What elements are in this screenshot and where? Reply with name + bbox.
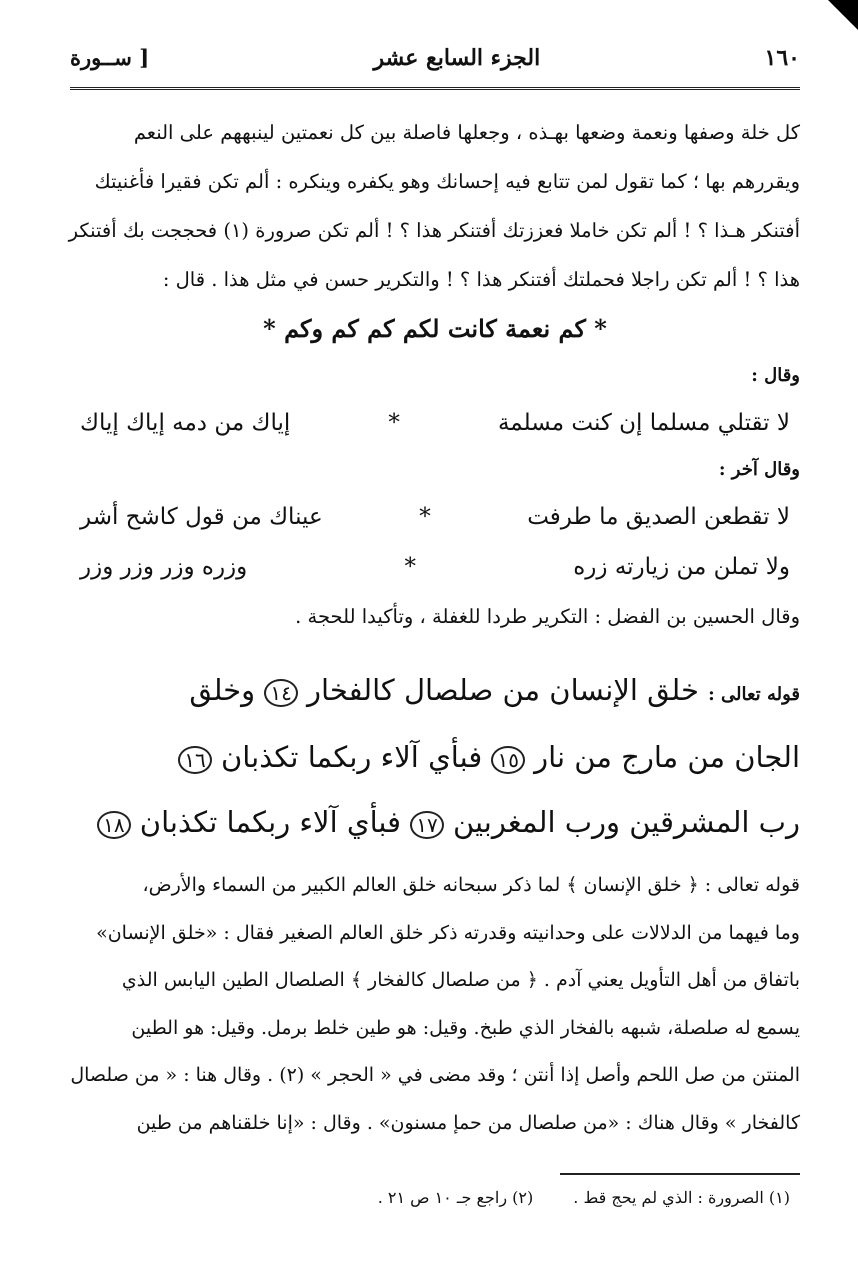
qawl-label: قوله تعالى : xyxy=(708,684,800,705)
page-number: ١٦٠ xyxy=(764,45,800,71)
poem-label: وقال آخر : xyxy=(718,459,800,480)
verse-text: وخلق xyxy=(189,673,256,707)
quran-line xyxy=(70,726,800,791)
tafsir-paragraph xyxy=(70,862,800,1147)
intro-line: أفتنكر هـذا ؟ ! ألم تكن خاملا فعززتك أفتنكر هذا ؟ ! ألم تكن صرورة (١) فحججت بك أفتنكر xyxy=(68,219,800,242)
verse-text: فبأي آلاء ربكما تكذبان xyxy=(220,740,483,774)
poem-verse xyxy=(70,492,800,542)
intro-line: كل خلة وصفها ونعمة وضعها بهـذه ، وجعلها فاصلة بين كل نعمتين لينبههم على النعم xyxy=(133,121,800,144)
verse-right: ولا تملن من زيارته زره xyxy=(573,554,790,580)
verse-right: لا تقتلي مسلما إن كنت مسلمة xyxy=(497,410,790,436)
verse-number: ١٦ xyxy=(178,746,211,774)
poem-label: وقال : xyxy=(751,365,800,386)
verse-number: ١٥ xyxy=(491,746,524,774)
poem-verse xyxy=(70,542,800,592)
husain-quote: وقال الحسين بن الفضل : التكرير طردا للغفلة ، وتأكيدا للحجة . xyxy=(295,605,800,628)
tafsir-line: باتفاق من أهل التأويل يعني آدم . ﴿ من صلصال كالفخار ﴾ الصلصال الطين اليابس الذي xyxy=(121,969,800,991)
header-rule xyxy=(70,87,800,90)
verse-text: الجان من مارج من نار xyxy=(534,740,800,774)
footnote-rule xyxy=(560,1173,800,1175)
footnote-1: (١) الصرورة : الذي لم يحج قط . xyxy=(573,1188,790,1207)
page-header xyxy=(70,45,800,87)
surah-label: [ ســورة xyxy=(70,45,150,70)
verse-text: خلق الإنسان من صلصال كالفخار xyxy=(307,673,699,707)
intro-paragraph xyxy=(70,108,800,304)
verse-separator: * xyxy=(419,504,431,530)
quran-line xyxy=(70,659,800,726)
tafsir-line: المنتن من صل اللحم وأصل إذا أنتن ؛ وقد مضى في « الحجر » (٢) . وقال هنا : « من صلصال xyxy=(70,1064,800,1086)
verse-text: رب المشرقين ورب المغربين xyxy=(452,805,800,839)
verse-number: ١٨ xyxy=(97,811,130,839)
footnote-2: (٢) راجع جـ ١٠ ص ٢١ . xyxy=(377,1188,534,1207)
part-title: الجزء السابع عشر xyxy=(373,45,541,71)
verse-left: وزره وزر وزر وزر xyxy=(80,554,248,580)
verse-separator: * xyxy=(388,410,400,436)
book-page xyxy=(70,45,800,1211)
quran-verses xyxy=(70,659,800,856)
intro-line: ويقررهم بها ؛ كما تقول لمن تتابع فيه إحسانك وهو يكفره وينكره : ألم تكن فقيرا فأغنيتك xyxy=(94,170,800,193)
verse-left: عيناك من قول كاشح أشر xyxy=(80,504,323,530)
tafsir-line: قوله تعالى : ﴿ خلق الإنسان ﴾ لما ذكر سبحانه خلق العالم الكبير من السماء والأرض، xyxy=(142,874,800,896)
tafsir-line: يسمع له صلصلة، شبهه بالفخار الذي طبخ. وقيل: هو طين خلط برمل. وقيل: هو الطين xyxy=(131,1016,800,1039)
tafsir-line: وما فيهما من الدلالات على وحدانيته وقدرته ذكر خلق العالم الصغير فقال : «خلق الإنسان» xyxy=(96,921,800,944)
poem-verse xyxy=(70,398,800,448)
verse-number: ١٧ xyxy=(410,811,443,839)
verse-left: إياك من دمه إياك إياك xyxy=(80,410,291,436)
verse-number: ١٤ xyxy=(264,679,297,707)
page-corner-mark xyxy=(828,0,858,30)
poem-hemistich: * كم نعمة كانت لكم كم كم وكم * xyxy=(263,314,607,343)
verse-separator: * xyxy=(404,554,417,580)
quran-line xyxy=(70,791,800,856)
verse-right: لا تقطعن الصديق ما طرفت xyxy=(527,504,790,530)
verse-text: فبأي آلاء ربكما تكذبان xyxy=(139,805,402,839)
tafsir-line: كالفخار » وقال هناك : «من صلصال من حمإ مسنون» . وقال : «إنا خلقناهم من طين xyxy=(136,1111,800,1134)
footnotes xyxy=(70,1185,800,1211)
intro-line: هذا ؟ ! ألم تكن راجلا فحملتك أفتنكر هذا ؟ ! والتكرير حسن في مثل هذا . قال : xyxy=(162,268,800,291)
